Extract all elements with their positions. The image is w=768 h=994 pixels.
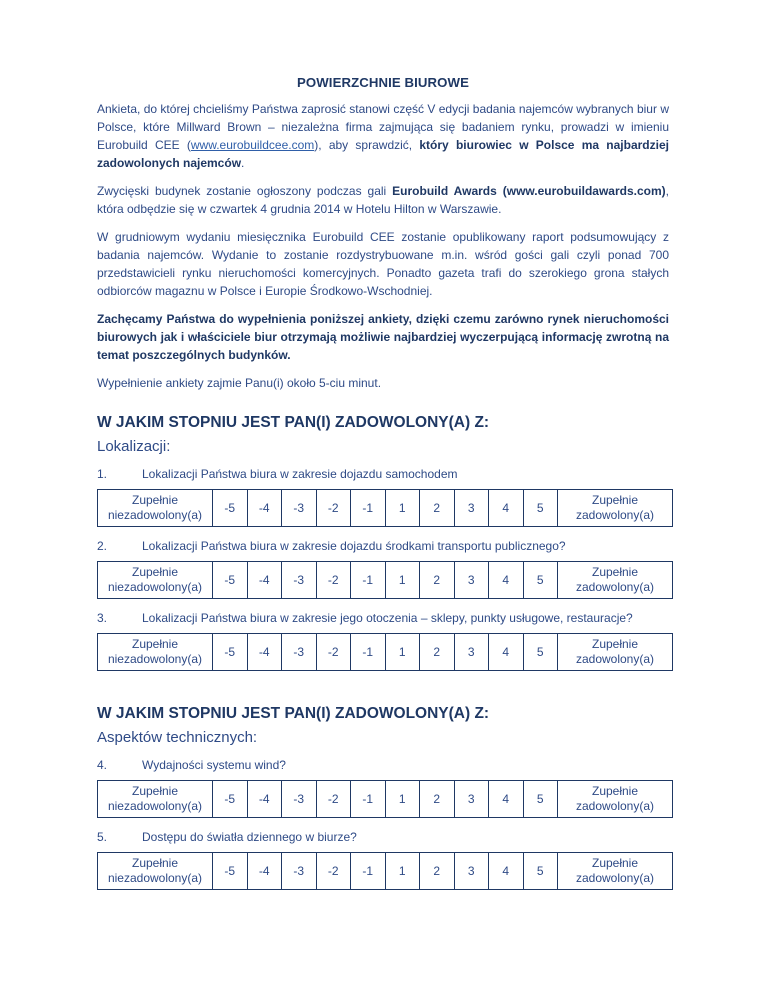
scale-label-dissatisfied: Zupełnie niezadowolony(a) [98, 490, 213, 527]
rating-option[interactable]: -1 [351, 853, 386, 890]
scale-label-satisfied: Zupełnie zadowolony(a) [558, 490, 673, 527]
rating-option[interactable]: 1 [385, 853, 420, 890]
rating-option[interactable]: -4 [247, 634, 282, 671]
scale-label-dissatisfied: Zupełnie niezadowolony(a) [98, 781, 213, 818]
intro-p2-start: Zwycięski budynek zostanie ogłoszony podczas gali [97, 184, 393, 198]
question-item [97, 758, 669, 772]
rating-option[interactable]: -2 [316, 634, 351, 671]
rating-option[interactable]: 4 [489, 490, 524, 527]
rating-option[interactable]: -3 [282, 781, 317, 818]
intro-p2-end: , która odbędzie się w czwartek 4 grudnia 2014 w Hotelu Hilton w Warszawie. [97, 184, 669, 216]
intro-paragraph-4: Zachęcamy Państwa do wypełnienia poniższej ankiety, dzięki czemu zarówno rynek nieruchomości biurowych jak i właściciele biur otrzymają możliwie najbardziej wyczerpującą informację zwrotną na temat poszczególnych budynków. [97, 312, 669, 362]
rating-option[interactable]: 2 [420, 634, 455, 671]
rating-option[interactable]: 2 [420, 562, 455, 599]
rating-option[interactable]: -3 [282, 562, 317, 599]
scale-label-satisfied: Zupełnie zadowolony(a) [558, 562, 673, 599]
document-title: POWIERZCHNIE BIUROWE [297, 75, 469, 90]
rating-option[interactable]: -2 [316, 781, 351, 818]
rating-option[interactable]: -4 [247, 490, 282, 527]
rating-option[interactable]: -3 [282, 490, 317, 527]
rating-option[interactable]: 5 [523, 634, 558, 671]
rating-option[interactable]: -5 [213, 853, 248, 890]
intro-p1-bold: który biurowiec w Polsce ma najbardziej zadowolonych najemców [97, 138, 669, 170]
question-item [97, 467, 669, 481]
rating-option[interactable]: -3 [282, 853, 317, 890]
rating-option[interactable]: 3 [454, 634, 489, 671]
rating-scale-row [98, 853, 673, 890]
rating-scale-table [97, 561, 673, 599]
rating-scale-row [98, 562, 673, 599]
survey-sections [97, 414, 669, 890]
rating-option[interactable]: -2 [316, 562, 351, 599]
rating-option[interactable]: -3 [282, 634, 317, 671]
intro-p1-text: Ankieta, do której chcieliśmy Państwa zaprosić stanowi część V edycji badania najemców wybranych biur w Polsce, które Millward Brown – niezależna firma zajmująca się badaniem rynku, prowadzi w imieniu Eurobuild CEE ( [97, 102, 669, 152]
rating-option[interactable]: 5 [523, 562, 558, 599]
rating-option[interactable]: 3 [454, 853, 489, 890]
rating-option[interactable]: -1 [351, 562, 386, 599]
intro-paragraph-2 [97, 182, 669, 218]
document-content [97, 60, 669, 890]
rating-option[interactable]: 5 [523, 781, 558, 818]
rating-option[interactable]: -5 [213, 490, 248, 527]
question-number: 2. [97, 539, 108, 553]
rating-option[interactable]: 2 [420, 781, 455, 818]
scale-label-satisfied: Zupełnie zadowolony(a) [558, 634, 673, 671]
question-item [97, 830, 669, 844]
intro-p1-mid: ), aby sprawdzić, [314, 138, 420, 152]
question-text: Dostępu do światła dziennego w biurze? [142, 830, 357, 844]
rating-option[interactable]: 2 [420, 490, 455, 527]
rating-option[interactable]: -2 [316, 853, 351, 890]
rating-scale-row [98, 781, 673, 818]
section-subheading: Lokalizacji: [97, 438, 171, 455]
question-number: 5. [97, 830, 108, 844]
rating-option[interactable]: 3 [454, 490, 489, 527]
rating-option[interactable]: -5 [213, 634, 248, 671]
intro-p2-bold: Eurobuild Awards (www.eurobuildawards.com) [392, 184, 666, 198]
question-text: Lokalizacji Państwa biura w zakresie jego otoczenia – sklepy, punkty usługowe, restauracje? [142, 611, 633, 625]
question-number: 4. [97, 758, 108, 772]
question-text: Lokalizacji Państwa biura w zakresie dojazdu środkami transportu publicznego? [142, 539, 566, 553]
rating-option[interactable]: -5 [213, 781, 248, 818]
rating-scale-row [98, 634, 673, 671]
rating-option[interactable]: 4 [489, 634, 524, 671]
rating-option[interactable]: 1 [385, 781, 420, 818]
eurobuildcee-link[interactable]: www.eurobuildcee.com [190, 138, 315, 152]
rating-option[interactable]: 3 [454, 781, 489, 818]
rating-scale-table [97, 852, 673, 890]
scale-label-satisfied: Zupełnie zadowolony(a) [558, 853, 673, 890]
intro-p1-end: . [241, 156, 245, 170]
rating-scale-table [97, 489, 673, 527]
rating-option[interactable]: -1 [351, 781, 386, 818]
rating-option[interactable]: 4 [489, 853, 524, 890]
question-text: Lokalizacji Państwa biura w zakresie dojazdu samochodem [142, 467, 458, 481]
section-heading: W JAKIM STOPNIU JEST PAN(I) ZADOWOLONY(A) Z: [97, 705, 490, 722]
scale-label-satisfied: Zupełnie zadowolony(a) [558, 781, 673, 818]
rating-option[interactable]: 4 [489, 781, 524, 818]
rating-option[interactable]: -4 [247, 781, 282, 818]
rating-option[interactable]: 1 [385, 490, 420, 527]
rating-option[interactable]: 5 [523, 490, 558, 527]
rating-option[interactable]: -1 [351, 490, 386, 527]
rating-option[interactable]: -4 [247, 562, 282, 599]
rating-option[interactable]: 1 [385, 634, 420, 671]
scale-label-dissatisfied: Zupełnie niezadowolony(a) [98, 634, 213, 671]
rating-option[interactable]: 4 [489, 562, 524, 599]
question-item [97, 611, 669, 625]
question-text: Wydajności systemu wind? [142, 758, 286, 772]
scale-label-dissatisfied: Zupełnie niezadowolony(a) [98, 853, 213, 890]
question-item [97, 539, 669, 553]
rating-option[interactable]: -5 [213, 562, 248, 599]
question-number: 3. [97, 611, 108, 625]
scale-label-dissatisfied: Zupełnie niezadowolony(a) [98, 562, 213, 599]
rating-option[interactable]: 2 [420, 853, 455, 890]
rating-option[interactable]: 3 [454, 562, 489, 599]
question-number: 1. [97, 467, 108, 481]
rating-option[interactable]: 5 [523, 853, 558, 890]
rating-option[interactable]: 1 [385, 562, 420, 599]
rating-scale-table [97, 633, 673, 671]
section-heading: W JAKIM STOPNIU JEST PAN(I) ZADOWOLONY(A) Z: [97, 414, 490, 431]
rating-scale-row [98, 490, 673, 527]
intro-paragraph-3: W grudniowym wydaniu miesięcznika Eurobuild CEE zostanie opublikowany raport podsumowujący z badania najemców. Wydanie to zostanie rozdystrybuowane m.in. wśród gości gali czyli ponad 700 przedstawicieli rynku nieruchomości komercyjnych. Ponadto gazeta trafi do szerokiego grona stałych odbiorców magaznu w Polsce i Europie Środkowo-Wschodniej. [97, 230, 669, 298]
rating-scale-table [97, 780, 673, 818]
intro-paragraph-5: Wypełnienie ankiety zajmie Panu(i) około 5-ciu minut. [97, 376, 382, 390]
section-subheading: Aspektów technicznych: [97, 729, 258, 746]
rating-option[interactable]: -4 [247, 853, 282, 890]
intro-paragraph-1 [97, 100, 669, 172]
rating-option[interactable]: -2 [316, 490, 351, 527]
rating-option[interactable]: -1 [351, 634, 386, 671]
